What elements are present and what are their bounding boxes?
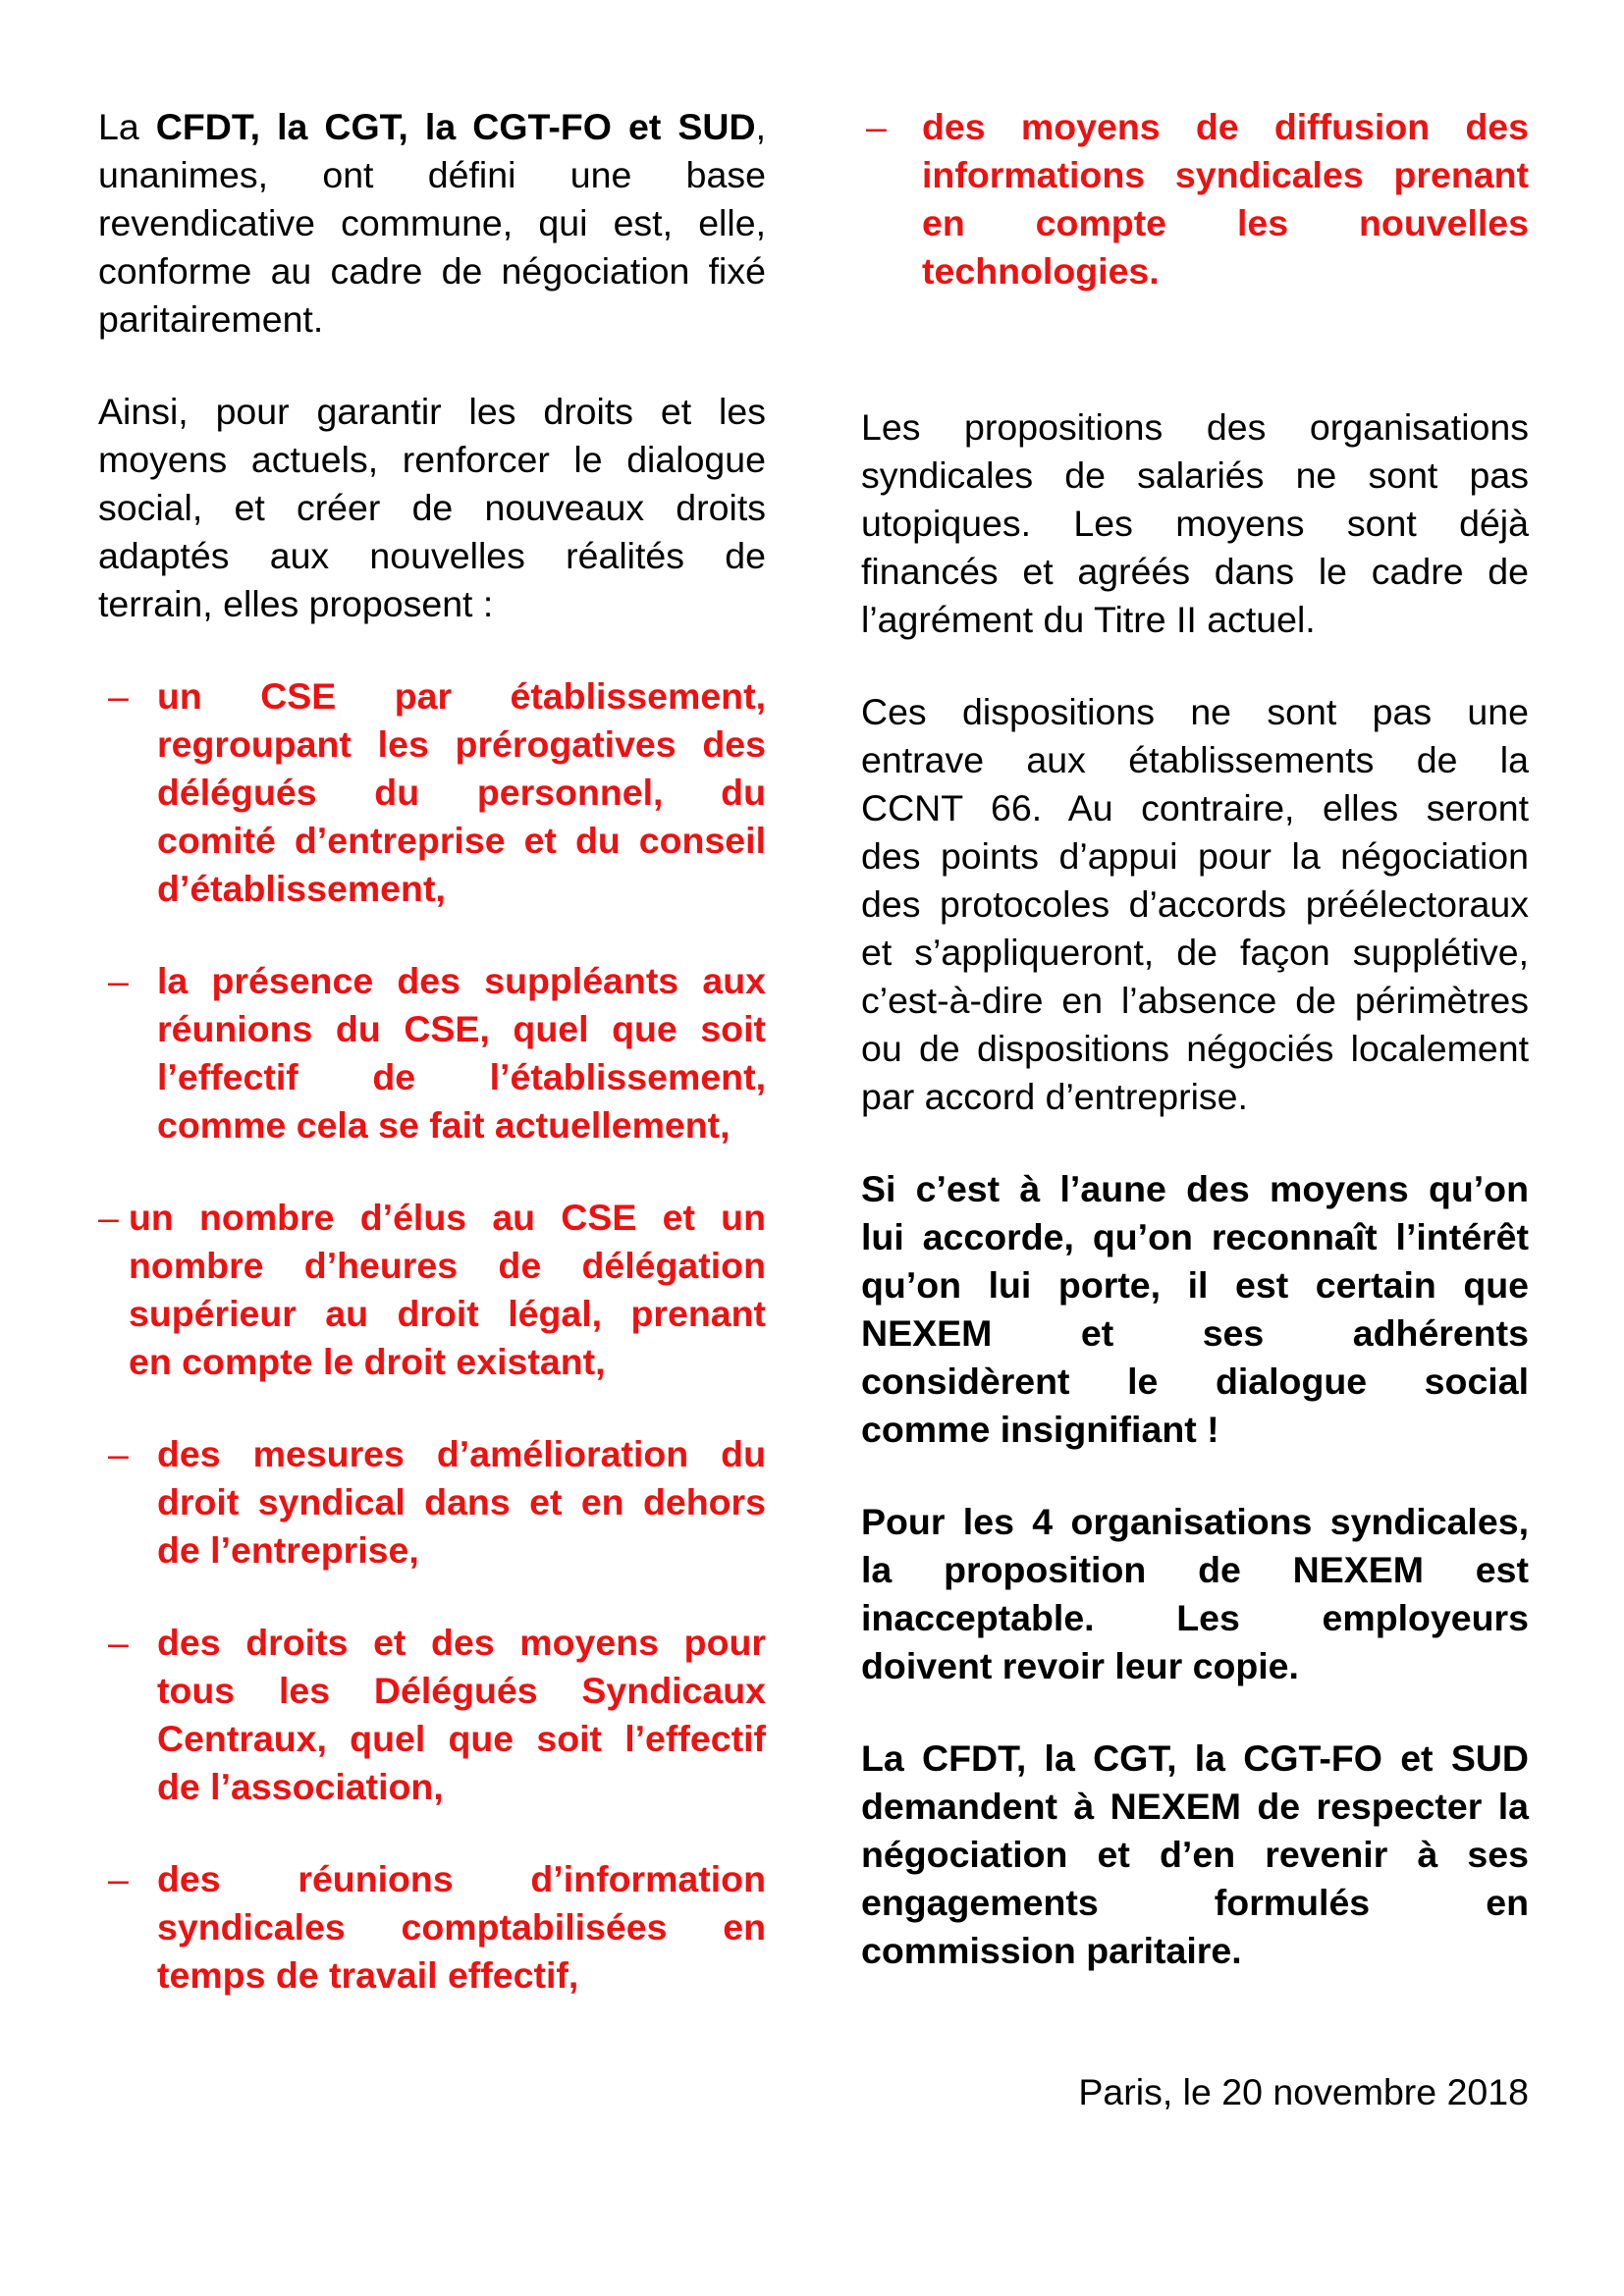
list-item-reunions: [98, 1855, 766, 2000]
dash-bullet: –: [108, 1433, 129, 1474]
list-item-elus: [98, 1194, 766, 1386]
list-item-text: un CSE par établissement, regroupant les prérogatives des délégués du personnel, du comité d’entreprise et du conseil d’établissement,: [157, 675, 766, 909]
paragraph-inacceptable: Pour les 4 organisations syndicales, la proposition de NEXEM est inacceptable. Les employeurs doivent revoir leur copie.: [861, 1501, 1529, 1686]
list-item-text: la présence des suppléants aux réunions du CSE, quel que soit l’effectif de l’établissement, comme cela se fait actuellement,: [157, 960, 766, 1146]
paragraph-demandes: La CFDT, la CGT, la CGT-FO et SUD demandent à NEXEM de respecter la négociation et d’en revenir à ses engagements formulés en commission paritaire.: [861, 1737, 1529, 1971]
dash-bullet: –: [98, 1197, 119, 1238]
paragraph-dispositions: Ces dispositions ne sont pas une entrave aux établissements de la CCNT 66. Au contraire, elles seront des points d’appui pour la négociation des protocoles d’accords préélectoraux et s’appliqueront, de façon supplétive, c’est-à-dire en l’absence de périmètres ou de dispositions négociés localement par accord d’entreprise.: [861, 691, 1529, 1117]
paragraph-intro: La CFDT, la CGT, la CGT-FO et SUD, unanimes, ont défini une base revendicative commune, qui est, elle, conforme au cadre de négociation fixé paritairement.: [98, 106, 766, 340]
list-item-cse: [98, 672, 766, 913]
left-column: [98, 103, 766, 2000]
dash-bullet: –: [108, 960, 129, 1001]
list-item-text: des réunions d’information syndicales comptabilisées en temps de travail effectif,: [157, 1858, 766, 1996]
paragraph-aune-moyens: Si c’est à l’aune des moyens qu’on lui accorde, qu’on reconnaît l’intérêt qu’on lui porte, il est certain que NEXEM et ses adhérents considèrent le dialogue social comme insignifiant !: [861, 1168, 1529, 1450]
list-item-suppleants: [98, 957, 766, 1149]
list-item-text: un nombre d’élus au CSE et un nombre d’heures de délégation supérieur au droit légal, prenant en compte le droit existant,: [129, 1197, 766, 1382]
dash-bullet: –: [108, 1858, 129, 1899]
dash-bullet: –: [866, 106, 887, 147]
list-item-droits-moyens: [98, 1619, 766, 1811]
list-item-mesures: [98, 1430, 766, 1575]
right-column: [861, 103, 1529, 2116]
list-item-text: des moyens de diffusion des informations syndicales prenant en compte les nouvelles technologies.: [922, 106, 1529, 292]
dash-bullet: –: [108, 675, 129, 717]
dash-bullet: –: [108, 1622, 129, 1663]
list-item-text: des droits et des moyens pour tous les Délégués Syndicaux Centraux, quel que soit l’effectif de l’association,: [157, 1622, 766, 1807]
paragraph-propositions: Les propositions des organisations syndicales de salariés ne sont pas utopiques. Les moyens sont déjà financés et agréés dans le cadre de l’agrément du Titre II actuel.: [861, 406, 1529, 640]
list-item-diffusion: [861, 103, 1529, 295]
dateline: Paris, le 20 novembre 2018: [1078, 2071, 1529, 2112]
paragraph-ainsi: Ainsi, pour garantir les droits et les moyens actuels, renforcer le dialogue social, et créer de nouveaux droits adaptés aux nouvelles réalités de terrain, elles proposent :: [98, 391, 766, 624]
list-item-text: des mesures d’amélioration du droit syndical dans et en dehors de l’entreprise,: [157, 1433, 766, 1571]
